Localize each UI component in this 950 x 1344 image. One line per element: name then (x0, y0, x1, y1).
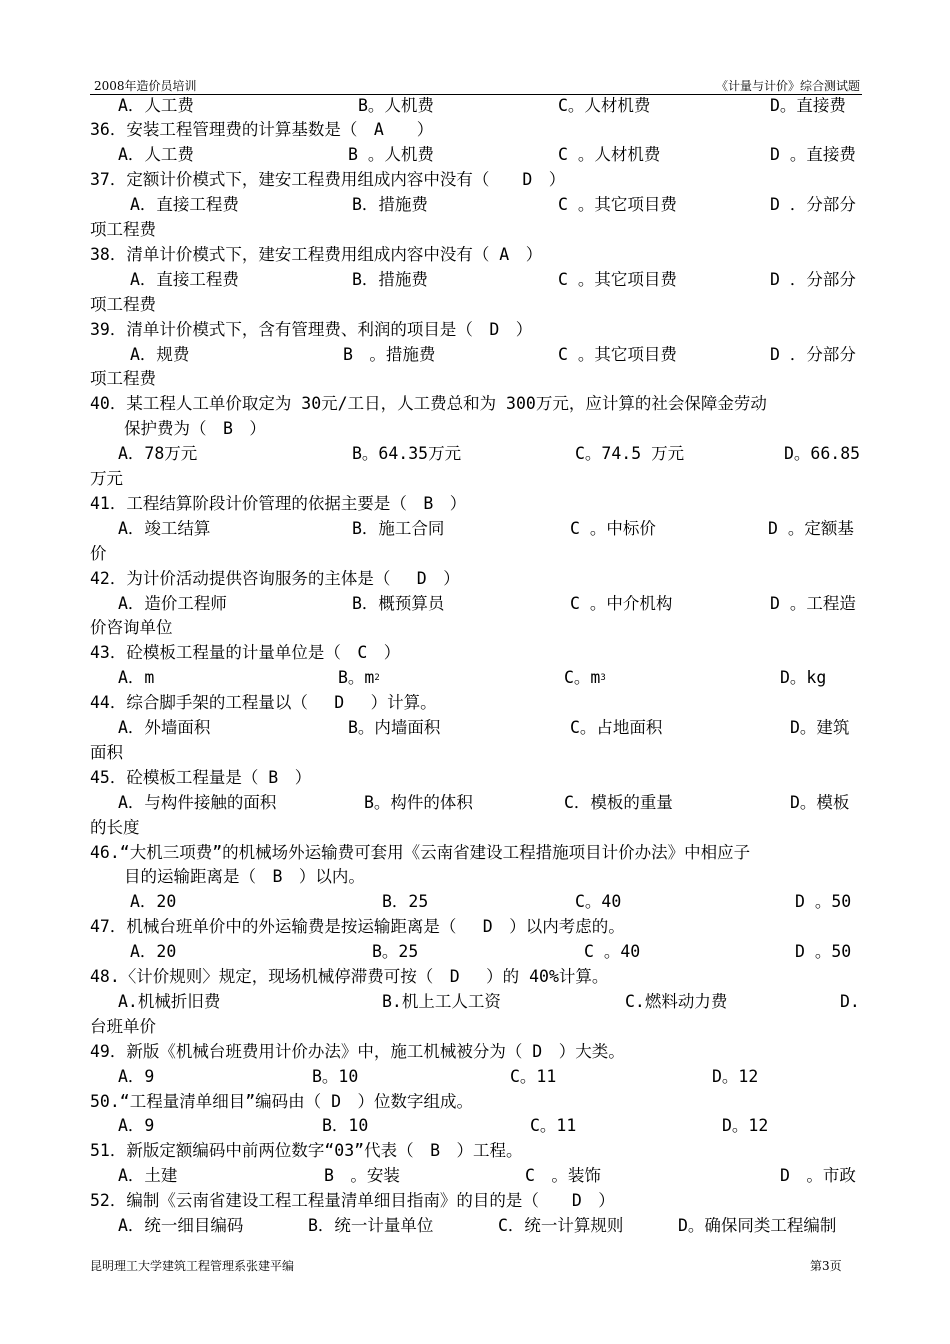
option-b-text: B 。安装 (324, 1166, 400, 1186)
option-c-text: C 。其它项目费 (558, 195, 677, 215)
option-d-text: D。66.85 (784, 444, 861, 464)
text-line: 49．新版《机械台班费用计价办法》中，施工机械被分为（ D ）大类。 (90, 1041, 625, 1061)
text-line: 价咨询单位 (90, 618, 173, 638)
option-a-text: A．m (118, 668, 155, 688)
option-c-text: C。11 (510, 1066, 557, 1086)
option-d (770, 143, 856, 168)
option-d (790, 716, 849, 741)
options-row (90, 890, 862, 915)
text-line: 项工程费 (90, 369, 156, 389)
option-b (352, 442, 461, 467)
option-b-text: B。25 (372, 942, 419, 962)
option-b-text: B 。措施费 (343, 344, 436, 364)
option-b-text: B。64.35万元 (352, 444, 462, 464)
option-b (372, 940, 418, 965)
option-c (564, 666, 606, 691)
text-line: 50.“工程量清单细目”编码由（ D ）位数字组成。 (90, 1091, 474, 1111)
text-line: 的长度 (90, 817, 140, 837)
option-d (770, 193, 856, 218)
option-b-text: B.机上工人工资 (382, 991, 501, 1011)
option-a (118, 1114, 154, 1139)
option-a (130, 343, 189, 368)
text-line: 37．定额计价模式下，建安工程费用组成内容中没有（ D ） (90, 170, 566, 190)
option-a (118, 592, 227, 617)
option-b-text: B．10 (322, 1116, 369, 1136)
page-header (90, 77, 862, 95)
option-a-text: A．人工费 (118, 95, 194, 115)
text-line: 台班单价 (90, 1016, 156, 1036)
option-d-text: D 。直接费 (770, 145, 856, 165)
option-a (130, 268, 239, 293)
option-a-text: A．直接工程费 (130, 195, 239, 215)
text-line: 42．为计价活动提供咨询服务的主体是（ D ） (90, 568, 460, 588)
option-b (352, 193, 428, 218)
option-c-text: C 。人材机费 (558, 145, 661, 165)
option-b-text: B．施工合同 (352, 518, 445, 538)
option-b-text: B。内墙面积 (348, 718, 441, 737)
option-c (564, 791, 673, 816)
option-c-text: C 。中标价 (570, 518, 656, 538)
option-d-text: D。模板 (790, 792, 850, 812)
option-d (795, 940, 851, 965)
option-c (558, 193, 677, 218)
option-d (840, 990, 860, 1015)
options-row (90, 143, 862, 168)
option-a-text: A．统一细目编码 (118, 1216, 244, 1235)
option-b (338, 666, 380, 691)
text-line: 目的运输距离是（ B ）以内。 (124, 867, 365, 887)
header-left: 2008年造价员培训 (94, 79, 197, 93)
option-c-text: C。m (564, 668, 601, 688)
option-d (768, 517, 854, 542)
option-a (118, 666, 154, 691)
option-a (130, 890, 176, 915)
option-c (570, 592, 672, 617)
option-b (364, 791, 473, 816)
text-line: 41．工程结算阶段计价管理的依据主要是（ B ） (90, 493, 467, 513)
option-d-text: D 。定额基 (768, 518, 854, 538)
option-d-text: D. (840, 991, 860, 1011)
option-a-text: A．造价工程师 (118, 593, 227, 613)
options-row (90, 442, 862, 467)
option-c (498, 1214, 623, 1239)
option-a-text: A.机械折旧费 (118, 991, 221, 1011)
option-a-text: A．20 (130, 942, 177, 962)
option-c-text: C．模板的重量 (564, 792, 673, 812)
option-d-text: D 。50 (795, 942, 852, 962)
option-d-text: D ．分部分 (770, 269, 856, 289)
option-a (118, 1065, 154, 1090)
text-line: 项工程费 (90, 220, 156, 239)
option-c-text: C 。装饰 (525, 1166, 601, 1186)
option-d (795, 890, 851, 915)
option-d (770, 592, 856, 617)
option-c (558, 94, 650, 119)
option-a-text: A．人工费 (118, 145, 194, 165)
option-a (118, 716, 210, 741)
option-c (625, 990, 727, 1015)
text-line: 36．安装工程管理费的计算基数是（ A ） (90, 120, 434, 140)
text-line: 45．砼模板工程量是（ B ） (90, 767, 312, 787)
option-b (382, 990, 501, 1015)
text-line: 44．综合脚手架的工程量以（ D ）计算。 (90, 693, 437, 713)
option-a (118, 791, 276, 816)
option-c-text: C。占地面积 (570, 718, 663, 737)
option-d-text: D。12 (722, 1116, 769, 1136)
footer-left: 昆明理工大学建筑工程管理系张建平编 (90, 1259, 295, 1273)
option-d-text: D 。50 (795, 892, 852, 912)
option-d-text: D ．分部分 (770, 195, 856, 215)
option-d (790, 791, 849, 816)
options-row (90, 268, 862, 293)
option-d (722, 1114, 768, 1139)
option-a-text: A．规费 (130, 344, 190, 364)
option-d-text: D。确保同类工程编制 (678, 1216, 837, 1235)
option-a-text: A．与构件接触的面积 (118, 792, 277, 812)
option-a (130, 940, 176, 965)
options-row (90, 1114, 862, 1139)
option-a (118, 442, 197, 467)
option-d (780, 1164, 856, 1189)
page-number: 第3页 (810, 1259, 842, 1273)
option-c (570, 517, 656, 542)
option-c (558, 143, 660, 168)
option-b (343, 343, 435, 368)
option-c-text: C。40 (575, 892, 622, 912)
text-line: 项工程费 (90, 294, 156, 314)
option-c-text: C.燃料动力费 (625, 991, 728, 1011)
option-c (510, 1065, 556, 1090)
options-row (90, 1164, 862, 1189)
option-a-text: A．土建 (118, 1166, 178, 1186)
option-b-text: B．措施费 (352, 269, 428, 289)
option-d-text: D ．分部分 (770, 344, 856, 364)
option-b (382, 890, 428, 915)
option-b (352, 268, 428, 293)
text-line: 40．某工程人工单价取定为 30元/工日，人工费总和为 300万元，应计算的社会保障金劳动 (90, 394, 767, 414)
option-c-text: C。人材机费 (558, 95, 651, 115)
option-a-text: A．9 (118, 1116, 155, 1136)
options-row (90, 940, 862, 965)
option-b-text: B．统一计量单位 (308, 1216, 434, 1235)
option-d-text: D。建筑 (790, 718, 850, 737)
option-a-text: A．20 (130, 892, 177, 912)
option-d (770, 343, 856, 368)
text-line: 52．编制《云南省建设工程工程量清单细目指南》的目的是（ D ） (90, 1191, 615, 1211)
option-b-text: B．25 (382, 892, 429, 912)
options-row (90, 343, 862, 368)
option-a (118, 94, 194, 119)
option-b-text: B。构件的体积 (364, 792, 473, 812)
text-line: 43．砼模板工程量的计量单位是（ C ） (90, 643, 401, 663)
option-d (770, 94, 846, 119)
option-d-text: D 。市政 (780, 1166, 856, 1186)
options-row (90, 716, 862, 741)
header-right: 《计量与计价》综合测试题 (715, 79, 860, 93)
option-d-text: D。kg (780, 668, 827, 688)
options-row (90, 1065, 862, 1090)
text-line: 48.〈计价规则〉规定，现场机械停滞费可按（ D ）的 40%计算。 (90, 967, 609, 986)
option-c-text: C 。其它项目费 (558, 269, 677, 289)
option-d-text: D 。工程造 (770, 593, 856, 613)
options-row (90, 592, 862, 617)
option-c (525, 1164, 601, 1189)
option-c-text: C 。中介机构 (570, 593, 673, 613)
option-a (130, 193, 239, 218)
options-row (90, 517, 862, 542)
option-c-text: C。74.5 万元 (575, 444, 685, 464)
option-c (570, 716, 662, 741)
option-b (348, 716, 440, 741)
options-row (90, 1214, 862, 1239)
text-line: 39．清单计价模式下，含有管理费、利润的项目是（ D ） (90, 319, 533, 339)
option-a (118, 990, 220, 1015)
text-line: 47．机械台班单价中的外运输费是按运输距离是（ D ）以内考虑的。 (90, 917, 625, 937)
text-line: 保护费为（ B ） (124, 419, 266, 439)
option-c-text: C 。40 (584, 942, 641, 962)
option-b (322, 1114, 368, 1139)
option-b (312, 1065, 358, 1090)
option-c (530, 1114, 576, 1139)
option-b (358, 94, 434, 119)
option-d (770, 268, 856, 293)
option-c (575, 890, 621, 915)
unit-exponent: 2 (374, 673, 380, 684)
option-c-text: C。11 (530, 1116, 577, 1136)
option-a-text: A．78万元 (118, 444, 198, 464)
option-a-text: A．竣工结算 (118, 518, 211, 538)
option-c-text: C 。其它项目费 (558, 344, 677, 364)
options-row (90, 666, 862, 691)
option-d-text: D。12 (712, 1066, 759, 1086)
option-b (308, 1214, 433, 1239)
option-b-text: B．概预算员 (352, 593, 445, 613)
option-d (678, 1214, 836, 1239)
options-row (90, 94, 862, 119)
option-b-text: B。m (338, 668, 375, 688)
options-row (90, 193, 862, 218)
option-b-text: B。人机费 (358, 95, 434, 115)
option-a-text: A．9 (118, 1066, 155, 1086)
text-line: 38．清单计价模式下，建安工程费用组成内容中没有（ A ） (90, 244, 543, 264)
text-line: 46.“大机三项费”的机械场外运输费可套用《云南省建设工程措施项目计价办法》中相应子 (90, 842, 751, 862)
text-line: 万元 (90, 469, 123, 488)
option-c (575, 442, 684, 467)
option-b-text: B 。人机费 (348, 145, 434, 165)
option-d (712, 1065, 758, 1090)
option-b-text: B．措施费 (352, 195, 428, 215)
option-c-text: C．统一计算规则 (498, 1216, 624, 1235)
option-a (118, 1164, 177, 1189)
text-line: 价 (90, 543, 107, 563)
options-row (90, 990, 862, 1015)
option-d (780, 666, 826, 691)
option-b-text: B。10 (312, 1066, 359, 1086)
option-d (784, 442, 860, 467)
option-a (118, 517, 210, 542)
text-line: 51．新版定额编码中前两位数字“03”代表（ B ）工程。 (90, 1141, 523, 1161)
option-b (352, 517, 444, 542)
option-a (118, 143, 194, 168)
unit-exponent: 3 (600, 673, 606, 684)
option-d-text: D。直接费 (770, 95, 846, 115)
option-a-text: A．外墙面积 (118, 718, 211, 737)
option-b (348, 143, 434, 168)
option-b (324, 1164, 400, 1189)
option-a-text: A．直接工程费 (130, 269, 239, 289)
option-b (352, 592, 444, 617)
option-c (558, 268, 677, 293)
option-c (584, 940, 640, 965)
option-a (118, 1214, 243, 1239)
options-row (90, 791, 862, 816)
option-c (558, 343, 677, 368)
text-line: 面积 (90, 742, 123, 762)
